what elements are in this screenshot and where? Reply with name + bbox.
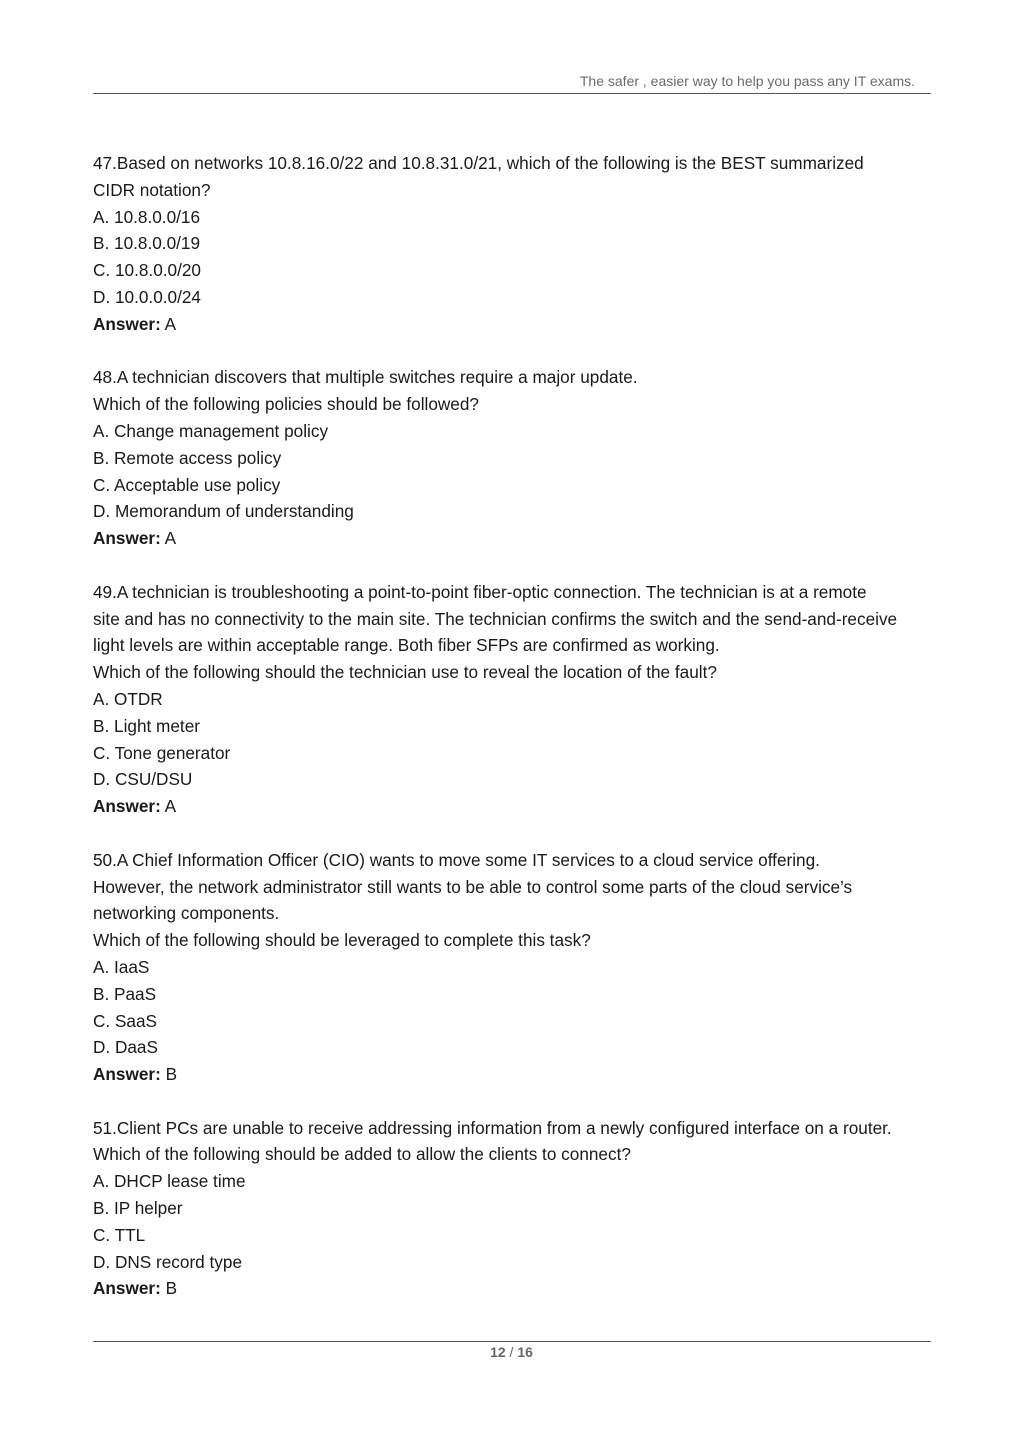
answer-option-c: C. 10.8.0.0/20	[93, 260, 201, 281]
question-stem-line: light levels are within acceptable range. Both fiber SFPs are confirmed as working.	[93, 635, 720, 656]
answer-line	[93, 525, 933, 552]
answer-line	[93, 1061, 933, 1088]
answer-option-c: C. SaaS	[93, 1010, 158, 1031]
total-pages: 16	[517, 1344, 533, 1360]
question-stem-line: Which of the following should be added to allow the clients to connect?	[93, 1144, 631, 1165]
question-stem-line: 48.A technician discovers that multiple switches require a major update.	[93, 367, 638, 388]
question-47	[93, 150, 933, 338]
question-stem-line: networking components.	[93, 903, 280, 924]
question-list	[93, 150, 933, 1329]
answer-option-a: A. Change management policy	[93, 420, 329, 441]
question-51	[93, 1115, 933, 1303]
question-stem-line: site and has no connectivity to the main site. The technician confirms the switch and the send-and-receive	[93, 608, 898, 629]
answer-option-d: D. DaaS	[93, 1037, 158, 1058]
question-48	[93, 364, 933, 552]
answer-option-d: D. Memorandum of understanding	[93, 501, 354, 522]
current-page: 12	[490, 1344, 506, 1360]
page-separator: /	[509, 1344, 514, 1360]
answer-value: A	[164, 528, 177, 549]
answer-line	[93, 1275, 933, 1302]
question-stem-line: Which of the following should be leveraged to complete this task?	[93, 930, 591, 951]
answer-option-a: A. DHCP lease time	[93, 1171, 246, 1192]
answer-option-a: A. 10.8.0.0/16	[93, 206, 201, 227]
question-stem-line: CIDR notation?	[93, 179, 211, 200]
answer-value: A	[164, 313, 177, 334]
question-stem-line: 50.A Chief Information Officer (CIO) wants to move some IT services to a cloud service offering.	[93, 849, 820, 870]
question-stem-line: 51.Client PCs are unable to receive addressing information from a newly configured interface on a router.	[93, 1117, 892, 1138]
question-stem-line: Which of the following policies should be followed?	[93, 394, 479, 415]
answer-option-c: C. Acceptable use policy	[93, 474, 281, 495]
answer-option-d: D. CSU/DSU	[93, 769, 193, 790]
question-50	[93, 847, 933, 1088]
question-49	[93, 579, 933, 820]
answer-option-a: A. IaaS	[93, 956, 150, 977]
header-divider	[93, 93, 931, 94]
answer-label: Answer:	[93, 796, 161, 817]
answer-option-b: B. Remote access policy	[93, 447, 282, 468]
answer-line	[93, 793, 933, 820]
answer-option-b: B. 10.8.0.0/19	[93, 233, 201, 254]
answer-option-b: B. PaaS	[93, 983, 157, 1004]
answer-value: B	[165, 1278, 178, 1299]
question-stem-line: 49.A technician is troubleshooting a point-to-point fiber-optic connection. The technician is at a remote	[93, 581, 867, 602]
page-header-tagline: The safer , easier way to help you pass any IT exams.	[579, 73, 915, 89]
answer-label: Answer:	[93, 528, 161, 549]
answer-value: B	[165, 1064, 178, 1085]
answer-option-d: D. DNS record type	[93, 1251, 243, 1272]
page-number	[0, 1344, 1023, 1360]
answer-option-c: C. Tone generator	[93, 742, 231, 763]
answer-value: A	[164, 796, 177, 817]
answer-label: Answer:	[93, 313, 161, 334]
answer-option-a: A. OTDR	[93, 688, 163, 709]
answer-option-b: B. IP helper	[93, 1198, 183, 1219]
answer-option-d: D. 10.0.0.0/24	[93, 286, 201, 307]
question-stem-line: Which of the following should the technician use to reveal the location of the fault?	[93, 662, 717, 683]
answer-label: Answer:	[93, 1064, 161, 1085]
footer-divider	[93, 1341, 931, 1342]
answer-line	[93, 311, 933, 338]
question-stem-line: 47.Based on networks 10.8.16.0/22 and 10.8.31.0/21, which of the following is the BEST summarized	[93, 153, 864, 173]
answer-label: Answer:	[93, 1278, 161, 1299]
answer-option-b: B. Light meter	[93, 715, 200, 736]
question-stem-line: However, the network administrator still wants to be able to control some parts of the cloud service’s	[93, 876, 853, 897]
answer-option-c: C. TTL	[93, 1224, 146, 1245]
